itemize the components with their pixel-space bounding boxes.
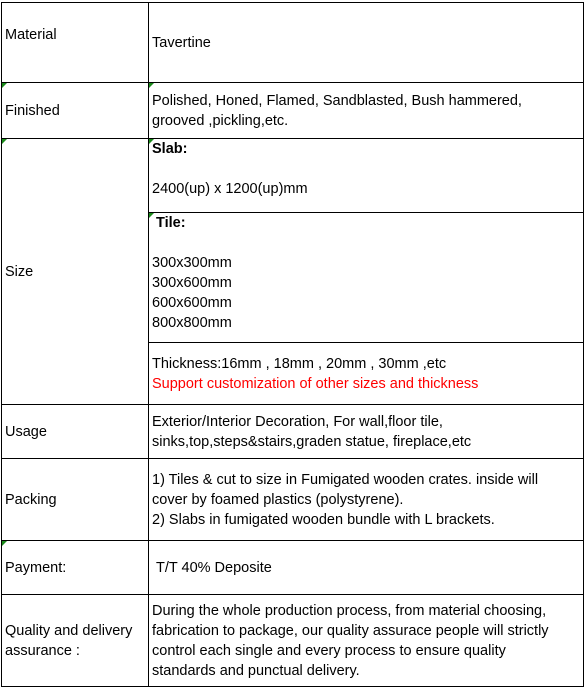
thickness-value: Thickness:16mm , 18mm , 20mm , 30mm ,etc	[152, 356, 447, 372]
product-spec-table	[1, 2, 584, 687]
table-row-finished	[2, 83, 584, 139]
material-value: Tavertine	[152, 34, 211, 51]
material-label-cell	[2, 3, 149, 83]
slab-heading: Slab:	[152, 141, 188, 157]
packing-value-cell	[149, 459, 584, 541]
quality-line: fabrication to package, our quality assurace people will strictly	[152, 622, 549, 639]
table-row-quality	[2, 595, 584, 687]
size-label: Size	[5, 263, 34, 280]
usage-line: Exterior/Interior Decoration, For wall,floor tile,	[152, 413, 443, 430]
material-value-cell	[149, 3, 584, 83]
customization-note: Support customization of other sizes and thickness	[152, 376, 479, 392]
payment-value-cell	[149, 541, 584, 595]
material-label: Material	[5, 27, 57, 43]
quality-line: control each single and every process to ensure quality	[152, 642, 506, 659]
usage-line: sinks,top,steps&stairs,graden statue, fireplace,etc	[152, 433, 472, 450]
payment-label: Payment:	[5, 559, 67, 576]
quality-value-cell	[149, 595, 584, 687]
size-label-cell	[2, 139, 149, 405]
packing-label-cell	[2, 459, 149, 541]
finished-line: Polished, Honed, Flamed, Sandblasted, Bush hammered,	[152, 92, 522, 109]
quality-label-line: Quality and delivery	[5, 622, 133, 639]
quality-label-line: assurance :	[5, 642, 80, 659]
tile-size-item: 300x600mm	[152, 275, 232, 291]
quality-line: During the whole production process, from material choosing,	[152, 602, 547, 619]
packing-label: Packing	[5, 491, 57, 508]
size-thickness-cell	[149, 343, 584, 405]
tile-size-item: 300x300mm	[152, 255, 232, 271]
table-row-material	[2, 3, 584, 83]
table-row-payment	[2, 541, 584, 595]
tile-heading: Tile:	[156, 215, 186, 231]
tile-size-item: 600x600mm	[152, 295, 232, 311]
size-tile-cell	[149, 213, 584, 343]
finished-line: grooved ,pickling,etc.	[152, 112, 289, 129]
finished-label-cell	[2, 83, 149, 139]
quality-line: standards and punctual delivery.	[152, 662, 360, 679]
usage-label: Usage	[5, 423, 47, 440]
payment-label-cell	[2, 541, 149, 595]
payment-value: T/T 40% Deposite	[156, 559, 272, 576]
packing-line: cover by foamed plastics (polystyrene).	[152, 491, 404, 508]
slab-value: 2400(up) x 1200(up)mm	[152, 181, 308, 197]
size-slab-cell	[149, 139, 584, 213]
table-row-usage	[2, 405, 584, 459]
packing-line: 1) Tiles & cut to size in Fumigated wooden crates. inside will	[152, 471, 539, 488]
quality-label-cell	[2, 595, 149, 687]
table-row-packing	[2, 459, 584, 541]
finished-value-cell	[149, 83, 584, 139]
packing-line: 2) Slabs in fumigated wooden bundle with L brackets.	[152, 511, 495, 528]
usage-value-cell	[149, 405, 584, 459]
tile-size-item: 800x800mm	[152, 315, 232, 331]
usage-label-cell	[2, 405, 149, 459]
table-row-size-slab	[2, 139, 584, 213]
finished-label: Finished	[5, 102, 60, 119]
